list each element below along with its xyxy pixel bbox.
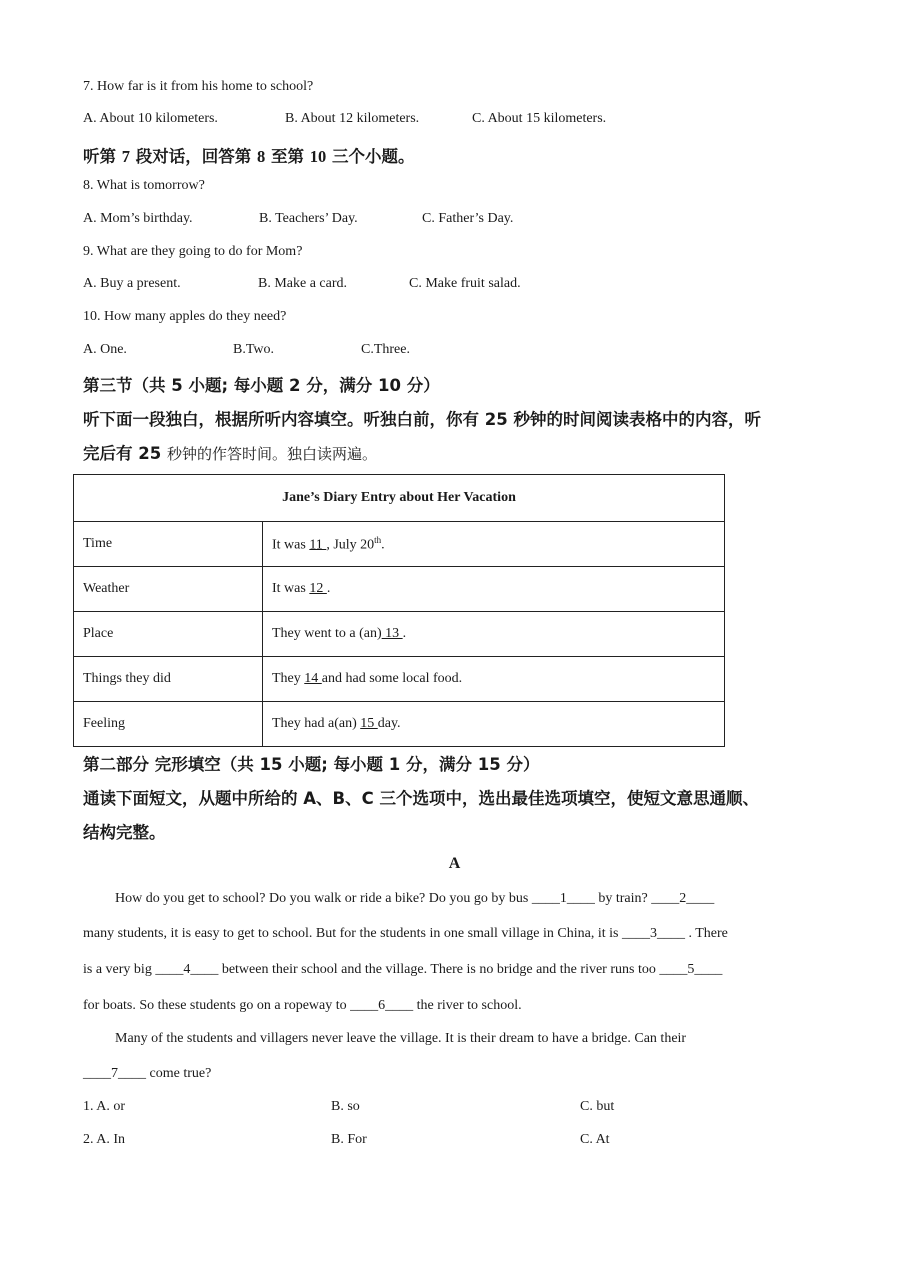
row-label: Feeling [74, 702, 263, 747]
table-title: Jane’s Diary Entry about Her Vacation [74, 475, 725, 522]
row-content: They went to a (an) 13 . [263, 612, 725, 657]
row-content: They 14 and had some local food. [263, 657, 725, 702]
q1-option-b: B. so [331, 1099, 360, 1114]
row-content: It was 12 . [263, 567, 725, 612]
blank-4: ____4____ [155, 962, 219, 977]
blank-7: ____7____ [83, 1066, 146, 1081]
q10-option-a: A. One. [83, 342, 127, 357]
blank-14: 14 [304, 671, 322, 686]
q1-option-c: C. but [580, 1099, 615, 1114]
passage-line: ____7____ come true? [83, 1066, 212, 1081]
q9-option-a: A. Buy a present. [83, 276, 181, 291]
question-9: 9. What are they going to do for Mom? [83, 244, 303, 259]
row-label: Weather [74, 567, 263, 612]
q7-option-a: A. About 10 kilometers. [83, 111, 218, 126]
blank-13: 13 [381, 626, 403, 641]
passage-heading: A [448, 855, 461, 872]
blank-12: 12 [309, 581, 327, 596]
q9-option-c: C. Make fruit salad. [409, 276, 521, 291]
part-2-title: 第二部分 完形填空（共 15 小题; 每小题 1 分，满分 15 分） [83, 755, 540, 774]
q7-option-c: C. About 15 kilometers. [472, 111, 607, 126]
table-row [74, 612, 725, 657]
row-content: It was 11 , July 20th. [263, 522, 725, 567]
q10-option-c: C.Three. [361, 342, 410, 357]
q8-option-b: B. Teachers’ Day. [259, 211, 358, 226]
q7-option-b: B. About 12 kilometers. [285, 111, 420, 126]
blank-15: 15 [360, 716, 378, 731]
passage-line: is a very big ____4____ between their school and the village. There is no bridge and the river runs too ____5____ [83, 962, 723, 977]
q8-option-c: C. Father’s Day. [422, 211, 514, 226]
table-row [74, 522, 725, 567]
section-3-title: 第三节（共 5 小题; 每小题 2 分，满分 10 分） [83, 376, 440, 395]
row-content: They had a(an) 15 day. [263, 702, 725, 747]
table-row [74, 567, 725, 612]
dialog-7-heading: 听第 7 段对话，回答第 8 至第 10 三个小题。 [83, 147, 415, 166]
q2-option-c: C. At [580, 1132, 610, 1147]
row-label: Time [74, 522, 263, 567]
section-3-instructions: 听下面一段独白，根据所听内容填空。听独白前，你有 25 秒钟的时间阅读表格中的内容，听 [83, 410, 761, 429]
blank-11: 11 [309, 537, 327, 553]
part-2-instructions: 通读下面短文，从题中所给的 A、B、C 三个选项中，选出最佳选项填空，使短文意思通顺、 [83, 789, 759, 808]
q8-option-a: A. Mom’s birthday. [83, 211, 193, 226]
blank-2: ____2____ [651, 891, 715, 906]
q10-option-b: B.Two. [233, 342, 275, 357]
passage-line: Many of the students and villagers never leave the village. It is their dream to have a bridge. Can their [115, 1031, 687, 1046]
passage-line: How do you get to school? Do you walk or ride a bike? Do you go by bus ____1____ by train? ____2____ [115, 891, 715, 906]
row-label: Things they did [74, 657, 263, 702]
blank-3: ____3____ [621, 926, 685, 941]
section-3-instructions-cont: 完后有 25 秒钟的作答时间。独白读两遍。 [83, 444, 377, 463]
q9-option-b: B. Make a card. [258, 276, 348, 291]
row-label: Place [74, 612, 263, 657]
question-7: 7. How far is it from his home to school? [83, 79, 314, 94]
question-8: 8. What is tomorrow? [83, 178, 205, 193]
blank-1: ____1____ [531, 891, 595, 906]
passage-line: for boats. So these students go on a ropeway to ____6____ the river to school. [83, 998, 522, 1013]
question-10: 10. How many apples do they need? [83, 309, 287, 324]
q1-option-a: 1. A. or [83, 1099, 125, 1114]
q2-option-b: B. For [331, 1132, 367, 1147]
q2-option-a: 2. A. In [83, 1132, 125, 1147]
blank-5: ____5____ [659, 962, 723, 977]
table-row [74, 702, 725, 747]
part-2-instructions-cont: 结构完整。 [83, 823, 166, 842]
passage-line: many students, it is easy to get to school. But for the students in one small village in China, it is ____3____ . There [83, 926, 728, 941]
table-row [74, 657, 725, 702]
diary-table [73, 474, 725, 747]
blank-6: ____6____ [350, 998, 414, 1013]
